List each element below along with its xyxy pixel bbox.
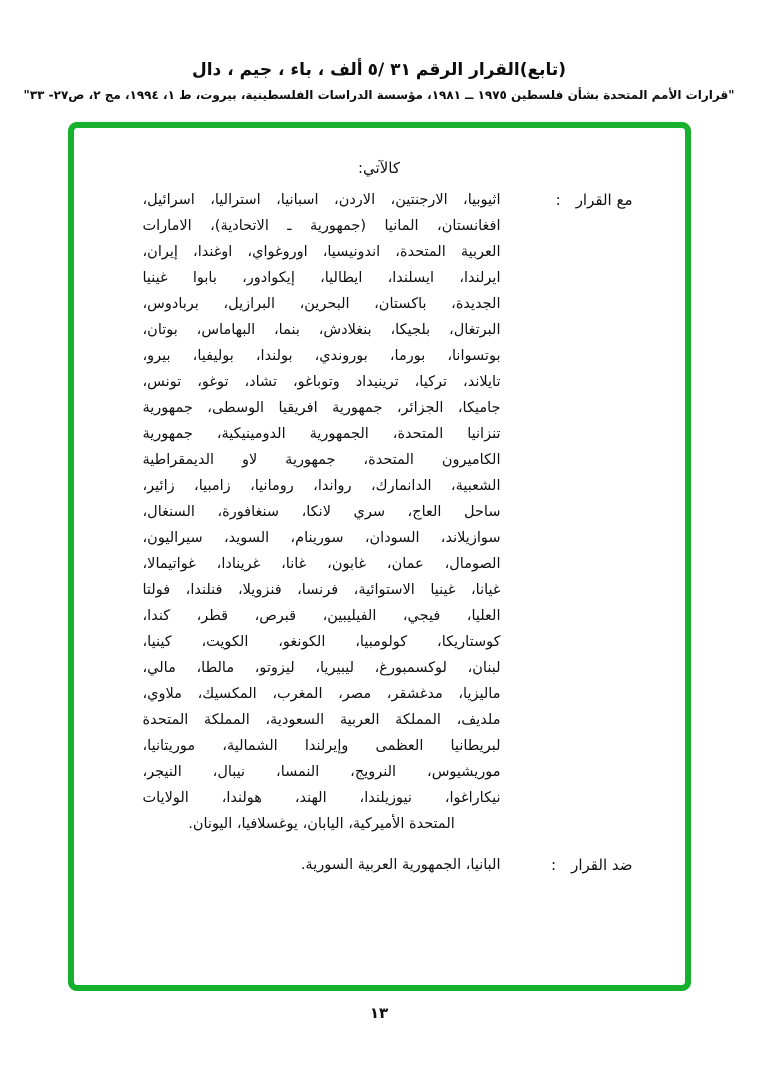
country-list-line: البانيا، الجمهورية العربية السورية. bbox=[300, 857, 501, 873]
country-list-line: تايلاند، تركيا، ترينيداد وتوباغو، تشاد، توغو، تونس، bbox=[142, 374, 501, 390]
country-list-line: الجديدة، باكستان، البحرين، البرازيل، بربادوس، bbox=[142, 296, 501, 312]
country-list-line: نيكاراغوا، نيوزيلندا، الهند، هولندا، الولايات bbox=[142, 790, 501, 806]
vote-against-entry bbox=[74, 852, 685, 878]
country-list-line: اثيوبيا، الارجنتين، الاردن، اسبانيا، استراليا، اسرائيل، bbox=[142, 192, 501, 208]
vote-against-countries bbox=[143, 852, 501, 878]
country-list-line: العليا، فيجي، الفيليبين، قبرص، قطر، كندا، bbox=[142, 608, 501, 624]
country-list-line: لبريطانيا العظمى وإيرلندا الشمالية، موريتانيا، bbox=[142, 738, 501, 754]
vote-with-label-text: مع القرار bbox=[575, 191, 633, 209]
title-suffix: ألف ، باء ، جيم ، دال bbox=[191, 60, 363, 80]
country-list-line: جاميكا، الجزائر، جمهورية افريقيا الوسطى، جمهورية bbox=[142, 400, 501, 416]
country-list-line: المتحدة الأميركية، اليابان، يوغسلافيا، اليونان. bbox=[188, 816, 455, 832]
country-list-line: تنزانيا المتحدة، الجمهورية الدومينيكية، جمهورية bbox=[142, 426, 501, 442]
source-citation: "قرارات الأمم المتحدة بشأن فلسطين ١٩٧٥ ــ ١٩٨١، مؤسسة الدراسات الفلسطينية، بيروت، ط ١، ١٩٩٤، مج ٢، ص٢٧- ٣٣" bbox=[23, 88, 735, 102]
page-number: ١٣ bbox=[369, 1004, 389, 1022]
vote-against-label-text: ضد القرار bbox=[571, 856, 633, 874]
content-border-box bbox=[68, 122, 691, 991]
country-list-line: ماليزيا، مدغشقر، مصر، المغرب، المكسيك، ملاوي، bbox=[142, 686, 501, 702]
country-list-line: لبنان، لوكسمبورغ، ليبيريا، ليزوتو، مالطا، مالي، bbox=[142, 660, 501, 676]
country-list-line: ملديف، المملكة العربية السعودية، المملكة المتحدة bbox=[142, 712, 501, 728]
label-colon: : bbox=[551, 856, 557, 874]
country-list-line: ايرلندا، ايسلندا، ايطاليا، إيكوادور، بابوا غينيا bbox=[142, 270, 501, 286]
vote-with-entry bbox=[74, 187, 685, 837]
resolution-number: ٣١ /٥ bbox=[367, 60, 411, 80]
country-list-line: موريشيوس، النرويج، النمسا، نيبال، النيجر، bbox=[142, 764, 501, 780]
title-prefix: (تابع)القرار الرقم bbox=[415, 60, 567, 80]
page-title bbox=[0, 58, 758, 82]
country-list-line: كوستاريكا، كولومبيا، الكونغو، الكويت، كينيا، bbox=[142, 634, 501, 650]
label-colon: : bbox=[555, 191, 561, 209]
country-list-line: افغانستان، المانيا (جمهورية ـ الاتحادية)، الامارات bbox=[142, 218, 501, 234]
country-list-line: البرتغال، بلجيكا، بنغلادش، بنما، البهاماس، بوتان، bbox=[142, 322, 501, 338]
country-list-line: غيانا، غينيا الاستوائية، فرنسا، فنزويلا، فنلندا، فولتا bbox=[142, 582, 501, 598]
country-list-line: ساحل العاج، سري لانكا، سنغافورة، السنغال، bbox=[142, 504, 501, 520]
country-list-line: سوازيلاند، السودان، سورينام، السويد، سيراليون، bbox=[142, 530, 501, 546]
country-list-line: بوتسوانا، بورما، بوروندي، بولندا، بوليفيا، بيرو، bbox=[142, 348, 501, 364]
country-list-line: الشعبية، الدانمارك، رواندا، رومانيا، زامبيا، زائير، bbox=[142, 478, 501, 494]
country-list-line: العربية المتحدة، اندونيسيا، اوروغواي، اوغندا، إيران، bbox=[142, 244, 501, 260]
country-list-line: الصومال، عمان، غابون، غانا، غرينادا، غواتيمالا، bbox=[142, 556, 501, 572]
country-list-line: الكاميرون المتحدة، جمهورية لاو الديمقراطية bbox=[142, 452, 501, 468]
vote-against-label bbox=[501, 852, 633, 878]
vote-with-countries bbox=[143, 187, 501, 837]
vote-with-label bbox=[501, 187, 633, 837]
intro-text: كالآتي: bbox=[358, 159, 400, 177]
